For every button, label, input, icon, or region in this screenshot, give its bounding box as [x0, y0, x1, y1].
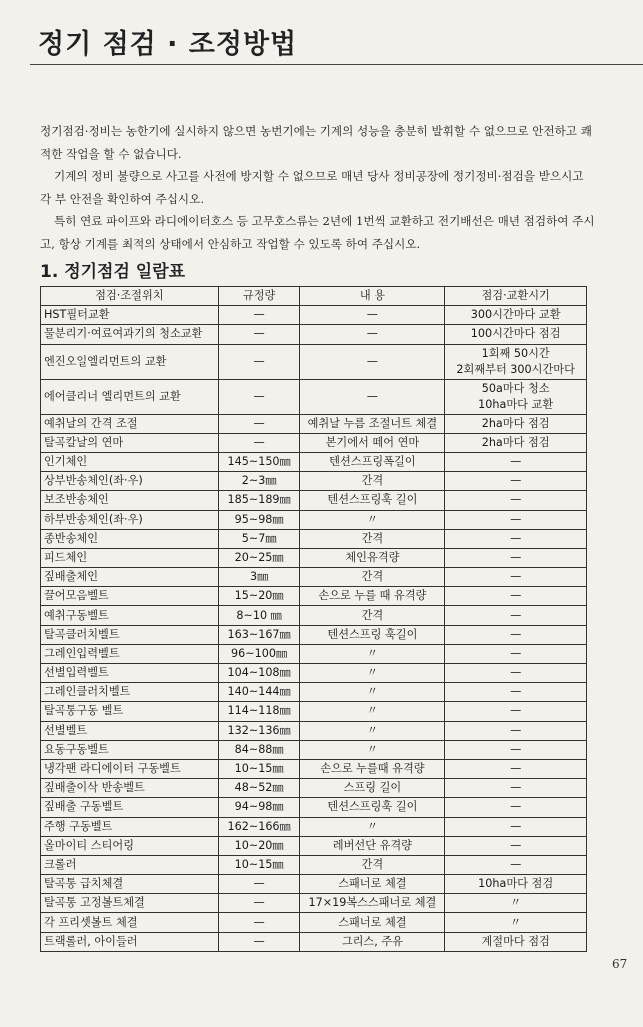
cell-period: —	[445, 472, 587, 491]
table-row	[41, 452, 587, 471]
cell-spec: —	[218, 414, 300, 433]
cell-item: 탈곡클러치벨트	[41, 625, 219, 644]
cell-item: 그레인클러치벨트	[41, 683, 219, 702]
header-content: 내 용	[300, 287, 445, 306]
cell-content: 〃	[300, 644, 445, 663]
cell-period: —	[445, 452, 587, 471]
cell-spec: 10~15㎜	[218, 759, 300, 778]
cell-content: —	[300, 325, 445, 344]
table-row	[41, 325, 587, 344]
cell-item: 크롤러	[41, 855, 219, 874]
cell-period: —	[445, 510, 587, 529]
header-spec: 규정량	[218, 287, 300, 306]
cell-spec: 8~10 ㎜	[218, 606, 300, 625]
cell-content: 체인유격량	[300, 548, 445, 567]
table-row	[41, 740, 587, 759]
cell-period: —	[445, 798, 587, 817]
cell-period: —	[445, 740, 587, 759]
cell-period: —	[445, 683, 587, 702]
table-row	[41, 491, 587, 510]
cell-item: 상부반송체인(좌·우)	[41, 472, 219, 491]
cell-period: 2ha마다 점검	[445, 414, 587, 433]
cell-spec: —	[218, 913, 300, 932]
table-row	[41, 913, 587, 932]
cell-item: 짚배출이삭 반송벨트	[41, 779, 219, 798]
cell-period: —	[445, 702, 587, 721]
cell-period	[445, 344, 587, 379]
cell-spec: 15~20㎜	[218, 587, 300, 606]
table-row	[41, 587, 587, 606]
table-row	[41, 625, 587, 644]
cell-period: —	[445, 855, 587, 874]
cell-period-line: 2회째부터 300시간마다	[456, 362, 575, 376]
page-title: 정기 점검 · 조정방법	[38, 29, 298, 60]
table-row	[41, 529, 587, 548]
cell-period: —	[445, 817, 587, 836]
cell-content: 손으로 누를때 유격량	[300, 759, 445, 778]
cell-item: 짚배출 구동벨트	[41, 798, 219, 817]
cell-period: —	[445, 625, 587, 644]
cell-period: —	[445, 664, 587, 683]
cell-period: —	[445, 759, 587, 778]
intro-text	[40, 120, 595, 255]
cell-item: HST필터교환	[41, 306, 219, 325]
cell-period: —	[445, 606, 587, 625]
table-row	[41, 779, 587, 798]
cell-period: —	[445, 548, 587, 567]
cell-period: —	[445, 587, 587, 606]
cell-period: —	[445, 568, 587, 587]
cell-item: 주행 구동벨트	[41, 817, 219, 836]
cell-spec: 140~144㎜	[218, 683, 300, 702]
cell-period: —	[445, 779, 587, 798]
cell-spec: —	[218, 932, 300, 951]
table-row	[41, 932, 587, 951]
cell-item: 예취날의 간격 조절	[41, 414, 219, 433]
cell-content: 〃	[300, 510, 445, 529]
cell-period: 2ha마다 점검	[445, 433, 587, 452]
table-row	[41, 894, 587, 913]
table-row	[41, 548, 587, 567]
cell-period: 10ha마다 점검	[445, 875, 587, 894]
cell-spec: 162~166㎜	[218, 817, 300, 836]
cell-spec: 104~108㎜	[218, 664, 300, 683]
cell-spec: 3㎜	[218, 568, 300, 587]
cell-period: —	[445, 491, 587, 510]
cell-content: 〃	[300, 664, 445, 683]
cell-spec: 132~136㎜	[218, 721, 300, 740]
cell-item: 인기체인	[41, 452, 219, 471]
cell-period: —	[445, 836, 587, 855]
inspection-table	[40, 286, 587, 952]
cell-item: 에어클리너 엘리먼트의 교환	[41, 379, 219, 414]
cell-spec: 95~98㎜	[218, 510, 300, 529]
cell-item: 끌어모음벨트	[41, 587, 219, 606]
cell-period: 계절마다 점검	[445, 932, 587, 951]
cell-spec: 10~20㎜	[218, 836, 300, 855]
cell-item: 올마이티 스티어링	[41, 836, 219, 855]
section-heading: 1. 정기점검 일람표	[40, 262, 186, 282]
table-row	[41, 510, 587, 529]
cell-period: 〃	[445, 894, 587, 913]
cell-spec: —	[218, 433, 300, 452]
cell-content: 그리스, 주유	[300, 932, 445, 951]
cell-content: 간격	[300, 855, 445, 874]
cell-period: 300시간마다 교환	[445, 306, 587, 325]
cell-content: 손으로 누를 때 유격량	[300, 587, 445, 606]
cell-item: 냉각팬 라디에이터 구동벨트	[41, 759, 219, 778]
cell-spec: 94~98㎜	[218, 798, 300, 817]
cell-item: 탈곡통 고정볼트체결	[41, 894, 219, 913]
cell-content: —	[300, 306, 445, 325]
intro-paragraph-3: 특히 연료 파이프와 라디에이터호스 등 고무호스류는 2년에 1번씩 교환하고 전기배선은 매년 점검하여 주시고, 항상 기계를 최적의 상태에서 안심하고 작업할 수 있도록 하여 주십시오.	[40, 214, 595, 251]
cell-spec: 10~15㎜	[218, 855, 300, 874]
table-row	[41, 855, 587, 874]
cell-content: 텐션스프링폭길이	[300, 452, 445, 471]
cell-spec: 84~88㎜	[218, 740, 300, 759]
cell-period: —	[445, 644, 587, 663]
cell-content: 간격	[300, 472, 445, 491]
cell-content: 스패너로 체결	[300, 875, 445, 894]
table-row	[41, 568, 587, 587]
cell-spec: 114~118㎜	[218, 702, 300, 721]
intro-paragraph-2: 기계의 정비 불량으로 사고를 사전에 방지할 수 없으므로 매년 당사 정비공장에 정기정비·점검을 받으시고 각 부 안전을 확인하여 주십시오.	[40, 169, 584, 206]
table-row	[41, 798, 587, 817]
cell-period: 100시간마다 점검	[445, 325, 587, 344]
cell-content: 간격	[300, 568, 445, 587]
cell-item: 엔진오일엘리먼트의 교환	[41, 344, 219, 379]
table-row	[41, 644, 587, 663]
table-row	[41, 683, 587, 702]
cell-content: 예취날 누름 조절너트 체결	[300, 414, 445, 433]
cell-content: 레버선단 유격량	[300, 836, 445, 855]
cell-content: 〃	[300, 683, 445, 702]
table-header-row	[41, 287, 587, 306]
table-row	[41, 344, 587, 379]
table-row	[41, 875, 587, 894]
cell-item: 각 프리셋볼트 체결	[41, 913, 219, 932]
cell-spec: —	[218, 379, 300, 414]
cell-spec: 96~100㎜	[218, 644, 300, 663]
table-row	[41, 664, 587, 683]
title-rule	[30, 64, 643, 65]
cell-content: 본기에서 떼어 연마	[300, 433, 445, 452]
cell-spec: —	[218, 894, 300, 913]
cell-spec: 20~25㎜	[218, 548, 300, 567]
cell-item: 트랙롤러, 아이들러	[41, 932, 219, 951]
cell-item: 그레인입력벨트	[41, 644, 219, 663]
table-row	[41, 702, 587, 721]
cell-period-line: 10ha마다 교환	[478, 397, 554, 411]
cell-period: —	[445, 529, 587, 548]
cell-content: 〃	[300, 740, 445, 759]
cell-content: 간격	[300, 529, 445, 548]
cell-content: 텐션스프링훅 길이	[300, 491, 445, 510]
cell-item: 선별입력벨트	[41, 664, 219, 683]
table-row	[41, 472, 587, 491]
cell-spec: —	[218, 306, 300, 325]
cell-content: 스패너로 체결	[300, 913, 445, 932]
cell-spec: —	[218, 344, 300, 379]
header-item: 점검·조절위치	[41, 287, 219, 306]
cell-spec: —	[218, 325, 300, 344]
cell-spec: 145~150㎜	[218, 452, 300, 471]
cell-period: 〃	[445, 913, 587, 932]
cell-item: 물분리기·여료여과기의 청소교환	[41, 325, 219, 344]
table-row	[41, 759, 587, 778]
cell-period-line: 50a마다 청소	[481, 381, 550, 395]
cell-item: 요동구동벨트	[41, 740, 219, 759]
cell-content: 17×19복스스패너로 체결	[300, 894, 445, 913]
intro-paragraph-1: 정기점검·정비는 농한기에 실시하지 않으면 농번기에는 기계의 성능을 충분히 발휘할 수 없으므로 안전하고 쾌적한 작업을 할 수 없습니다.	[40, 124, 592, 161]
cell-spec: 163~167㎜	[218, 625, 300, 644]
cell-content: 〃	[300, 702, 445, 721]
cell-item: 탈곡통구동 벨트	[41, 702, 219, 721]
cell-period-line: 1회째 50시간	[481, 346, 550, 360]
cell-content: 텐션스프링 훅길이	[300, 625, 445, 644]
cell-content: 텐션스프링훅 길이	[300, 798, 445, 817]
table-body	[41, 306, 587, 952]
cell-content: 스프링 길이	[300, 779, 445, 798]
cell-content: —	[300, 344, 445, 379]
cell-item: 하부반송체인(좌·우)	[41, 510, 219, 529]
table-row	[41, 379, 587, 414]
table-row	[41, 306, 587, 325]
cell-spec: 185~189㎜	[218, 491, 300, 510]
cell-item: 종반송체인	[41, 529, 219, 548]
table-row	[41, 606, 587, 625]
cell-content: 간격	[300, 606, 445, 625]
page-number: 67	[612, 957, 628, 971]
cell-content: 〃	[300, 721, 445, 740]
cell-period: —	[445, 721, 587, 740]
cell-period	[445, 379, 587, 414]
cell-item: 짚배출체인	[41, 568, 219, 587]
table-row	[41, 433, 587, 452]
cell-item: 피드체인	[41, 548, 219, 567]
cell-item: 탈곡칼날의 연마	[41, 433, 219, 452]
cell-spec: 48~52㎜	[218, 779, 300, 798]
table-row	[41, 414, 587, 433]
cell-spec: 5~7㎜	[218, 529, 300, 548]
table-row	[41, 836, 587, 855]
cell-spec: 2~3㎜	[218, 472, 300, 491]
cell-item: 선별벨트	[41, 721, 219, 740]
cell-spec: —	[218, 875, 300, 894]
cell-item: 예취구동벨트	[41, 606, 219, 625]
cell-content: —	[300, 379, 445, 414]
cell-content: 〃	[300, 817, 445, 836]
table-row	[41, 817, 587, 836]
table-row	[41, 721, 587, 740]
cell-item: 탈곡통 급치체결	[41, 875, 219, 894]
cell-item: 보조반송체인	[41, 491, 219, 510]
header-period: 점검·교환시기	[445, 287, 587, 306]
